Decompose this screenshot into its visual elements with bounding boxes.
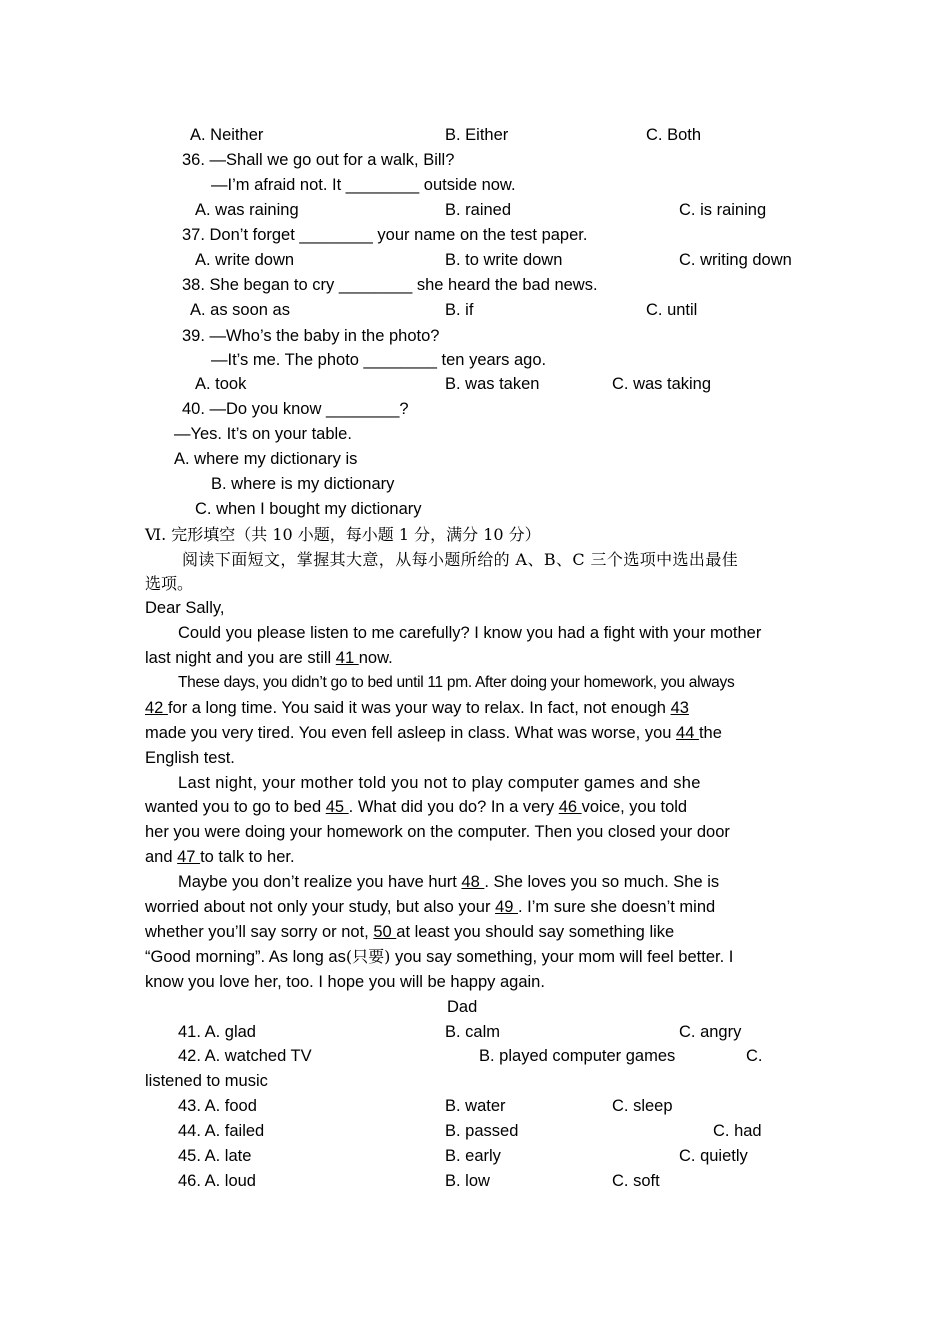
question-text: 36. —Shall we go out for a walk, Bill? [182, 151, 455, 169]
paragraph-4-line: know you love her, too. I hope you will be happy again. [145, 973, 545, 991]
blank-41: 41 [335, 649, 359, 667]
option-a: A. was raining [195, 201, 299, 219]
option-42-b: B. played computer games [479, 1047, 676, 1065]
blank-47: 47 [177, 848, 201, 866]
option-a: A. as soon as [190, 301, 290, 319]
blank-43: 43 [670, 699, 689, 717]
blank-45: 45 [325, 798, 349, 816]
option-a: A. took [195, 375, 247, 393]
blank-50: 50 [373, 923, 397, 941]
paragraph-4-line: Maybe you don’t realize you have hurt 48 . She loves you so much. She is [178, 873, 720, 891]
salutation: Dear Sally, [145, 599, 225, 617]
paragraph-4-line: whether you’ll say sorry or not, 50 at least you should say something like [145, 923, 675, 941]
question-text: 39. —Who’s the baby in the photo? [182, 327, 440, 345]
question-reply: —I’m afraid not. It ________ outside now. [211, 176, 516, 194]
paragraph-1-line: last night and you are still 41 now. [145, 649, 393, 667]
option-c: C. when I bought my dictionary [195, 500, 422, 518]
option-46-b: B. low [445, 1172, 490, 1190]
option-45-c: C. quietly [679, 1147, 748, 1165]
option-46-a: 46. A. loud [178, 1172, 256, 1190]
blank-44: 44 [676, 724, 699, 742]
option-44-a: 44. A. failed [178, 1122, 265, 1140]
paragraph-2-line: made you very tired. You even fell asleep in class. What was worse, you 44 the [145, 724, 722, 742]
option-45-b: B. early [445, 1147, 501, 1165]
option-41-a: 41. A. glad [178, 1023, 256, 1041]
option-c: C. writing down [679, 251, 792, 269]
paragraph-1-line: Could you please listen to me carefully? I know you had a fight with your mother [178, 624, 762, 642]
blank-49: 49 [495, 898, 518, 916]
option-44-b: B. passed [445, 1122, 519, 1140]
paragraph-2-line: These days, you didn’t go to bed until 11 pm. After doing your homework, you always [178, 674, 735, 691]
paragraph-3-line: Last night, your mother told you not to play computer games and she [178, 774, 701, 792]
option-41-b: B. calm [445, 1023, 501, 1041]
option-b: B. rained [445, 201, 512, 219]
paragraph-4-line: “Good morning”. As long as(只要) you say something, your mom will feel better. I [145, 947, 734, 966]
option-43-c: C. sleep [612, 1097, 673, 1115]
option-43-b: B. water [445, 1097, 506, 1115]
option-45-a: 45. A. late [178, 1147, 252, 1165]
option-42-a: 42. A. watched TV [178, 1047, 312, 1065]
question-reply: —Yes. It’s on your table. [174, 425, 352, 443]
option-b: B. to write down [445, 251, 563, 269]
option-b: B. if [445, 301, 474, 319]
blank-42: 42 [145, 699, 168, 717]
paragraph-4-line: worried about not only your study, but also your 49 . I’m sure she doesn’t mind [145, 898, 716, 916]
option-c: C. was taking [612, 375, 712, 393]
option-41-c: C. angry [679, 1023, 742, 1041]
section-instruction-cont: 选项。 [145, 574, 194, 593]
option-43-a: 43. A. food [178, 1097, 257, 1115]
paragraph-3-line: and 47 to talk to her. [145, 848, 295, 866]
option-42-c-text: listened to music [145, 1072, 268, 1090]
section-heading: Ⅵ. 完形填空（共 10 小题，每小题 1 分，满分 10 分） [145, 525, 541, 544]
blank-46: 46 [558, 798, 582, 816]
chinese-gloss: (只要) [345, 947, 391, 966]
section-instruction: 阅读下面短文，掌握其大意，从每小题所给的 A、B、C 三个选项中选出最佳 [182, 550, 739, 569]
blank-48: 48 [461, 873, 485, 891]
question-text: 37. Don’t forget ________ your name on the test paper. [182, 226, 588, 244]
option-46-c: C. soft [612, 1172, 660, 1190]
question-text: 38. She began to cry ________ she heard the bad news. [182, 276, 598, 294]
paragraph-3-line: wanted you to go to bed 45 . What did you do? In a very 46 voice, you told [145, 798, 688, 816]
paragraph-2-line: English test. [145, 749, 235, 767]
option-a: A. write down [195, 251, 295, 269]
signature: Dad [447, 998, 478, 1016]
option-b: B. was taken [445, 375, 540, 393]
option-a: A. Neither [190, 126, 264, 144]
option-44-c: C. had [713, 1122, 762, 1140]
option-42-c: C. [746, 1047, 763, 1065]
question-text: 40. —Do you know ________? [182, 400, 409, 418]
paragraph-2-line: 42 for a long time. You said it was your way to relax. In fact, not enough 43 [145, 699, 689, 717]
option-a: A. where my dictionary is [174, 450, 358, 468]
question-reply: —It’s me. The photo ________ ten years ago. [211, 351, 547, 369]
paragraph-3-line: her you were doing your homework on the computer. Then you closed your door [145, 823, 730, 841]
option-b: B. Either [445, 126, 509, 144]
option-c: C. is raining [679, 201, 767, 219]
option-c: C. Both [646, 126, 702, 144]
option-b: B. where is my dictionary [211, 475, 395, 493]
option-c: C. until [646, 301, 698, 319]
